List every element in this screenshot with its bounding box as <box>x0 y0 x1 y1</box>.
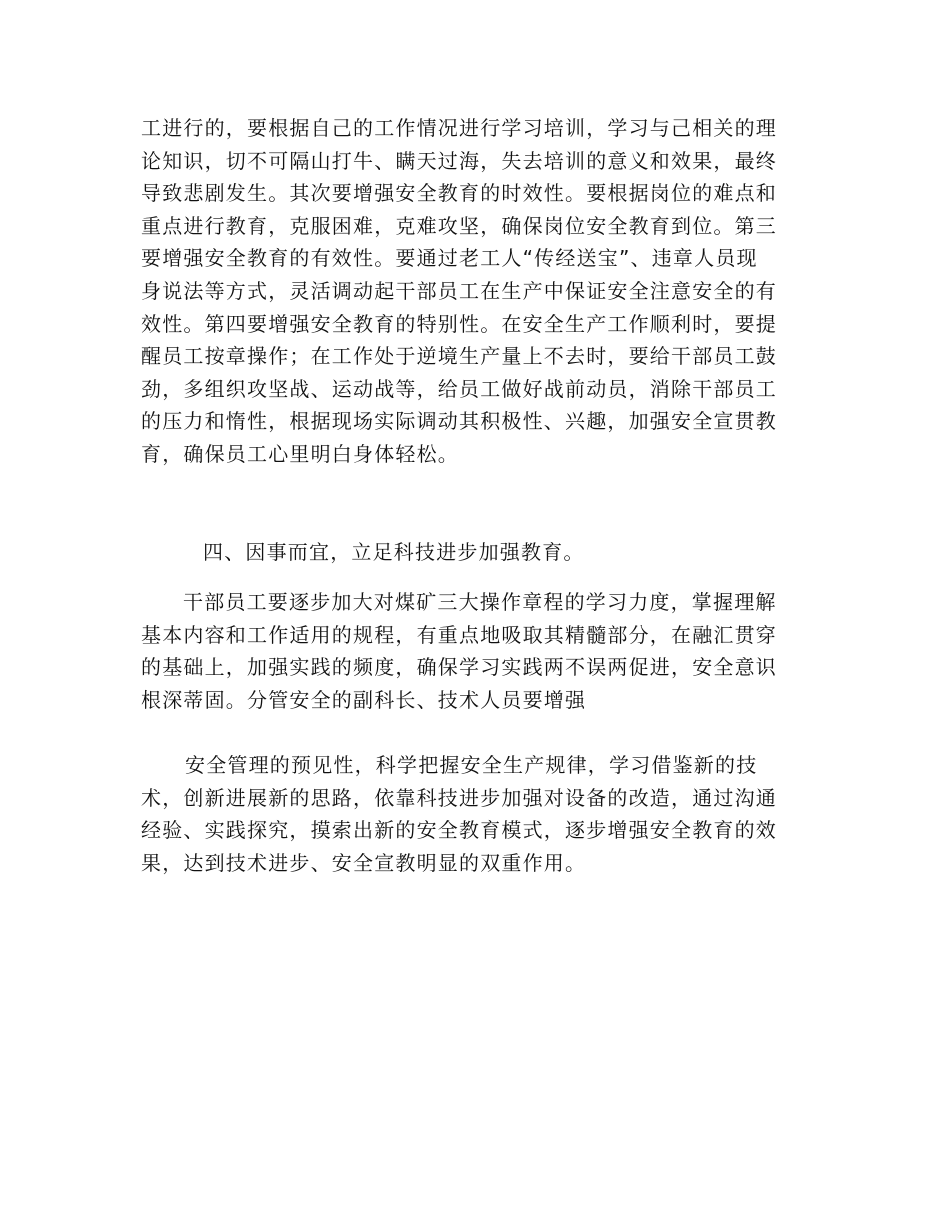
text-line: 干部员工要逐步加大对煤矿三大操作章程的学习力度，掌握理解 <box>183 590 777 614</box>
text-line: 劲，多组织攻坚战、运动战等，给员工做好战前动员，消除干部员工 <box>141 376 777 401</box>
text-line: 经验、实践探究，摸索出新的安全教育模式，逐步增强安全教育的效 <box>141 818 777 843</box>
text-line: 工进行的，要根据自己的工作情况进行学习培训，学习与己相关的理 <box>141 116 777 140</box>
text-line: 导致悲剧发生。其次要增强安全教育的时效性。要根据岗位的难点和 <box>141 181 777 206</box>
text-line: 育，确保员工心里明白身体轻松。 <box>141 441 459 466</box>
text-line: 的压力和惰性，根据现场实际调动其积极性、兴趣，加强安全宣贯教 <box>141 409 777 434</box>
text-line: 基本内容和工作适用的规程，有重点地吸取其精髓部分，在融汇贯穿 <box>141 622 777 647</box>
text-line: 效性。第四要增强安全教育的特别性。在安全生产工作顺利时，要提 <box>141 311 777 336</box>
text-line: 要增强安全教育的有效性。要通过老工人“传经送宝”、违章人员现 <box>141 246 758 271</box>
text-line: 身说法等方式，灵活调动起干部员工在生产中保证安全注意安全的有 <box>141 278 777 303</box>
paragraph-safety-education <box>141 112 813 471</box>
section-heading-text: 四、因事而宜，立足科技进步加强教育。 <box>203 540 585 564</box>
paragraph-regulations-study <box>141 586 813 716</box>
text-line: 重点进行教育，克服困难，克难攻坚，确保岗位安全教育到位。第三 <box>141 213 777 238</box>
text-line: 的基础上，加强实践的频度，确保学习实践两不误两促进，安全意识 <box>141 655 777 680</box>
text-line: 果，达到技术进步、安全宣教明显的双重作用。 <box>141 850 587 875</box>
text-line: 术，创新进展新的思路，依靠科技进步加强对设备的改造，通过沟通 <box>141 785 777 810</box>
paragraph-technology-progress <box>141 749 813 879</box>
text-line: 安全管理的预见性，科学把握安全生产规律，学习借鉴新的技 <box>185 753 758 777</box>
text-line: 醒员工按章操作；在工作处于逆境生产量上不去时，要给干部员工鼓 <box>141 344 777 369</box>
text-line: 论知识，切不可隔山打牛、瞒天过海，失去培训的意义和效果，最终 <box>141 148 777 173</box>
section-heading-4 <box>141 536 813 569</box>
text-line: 根深蒂固。分管安全的副科长、技术人员要增强 <box>141 687 587 712</box>
